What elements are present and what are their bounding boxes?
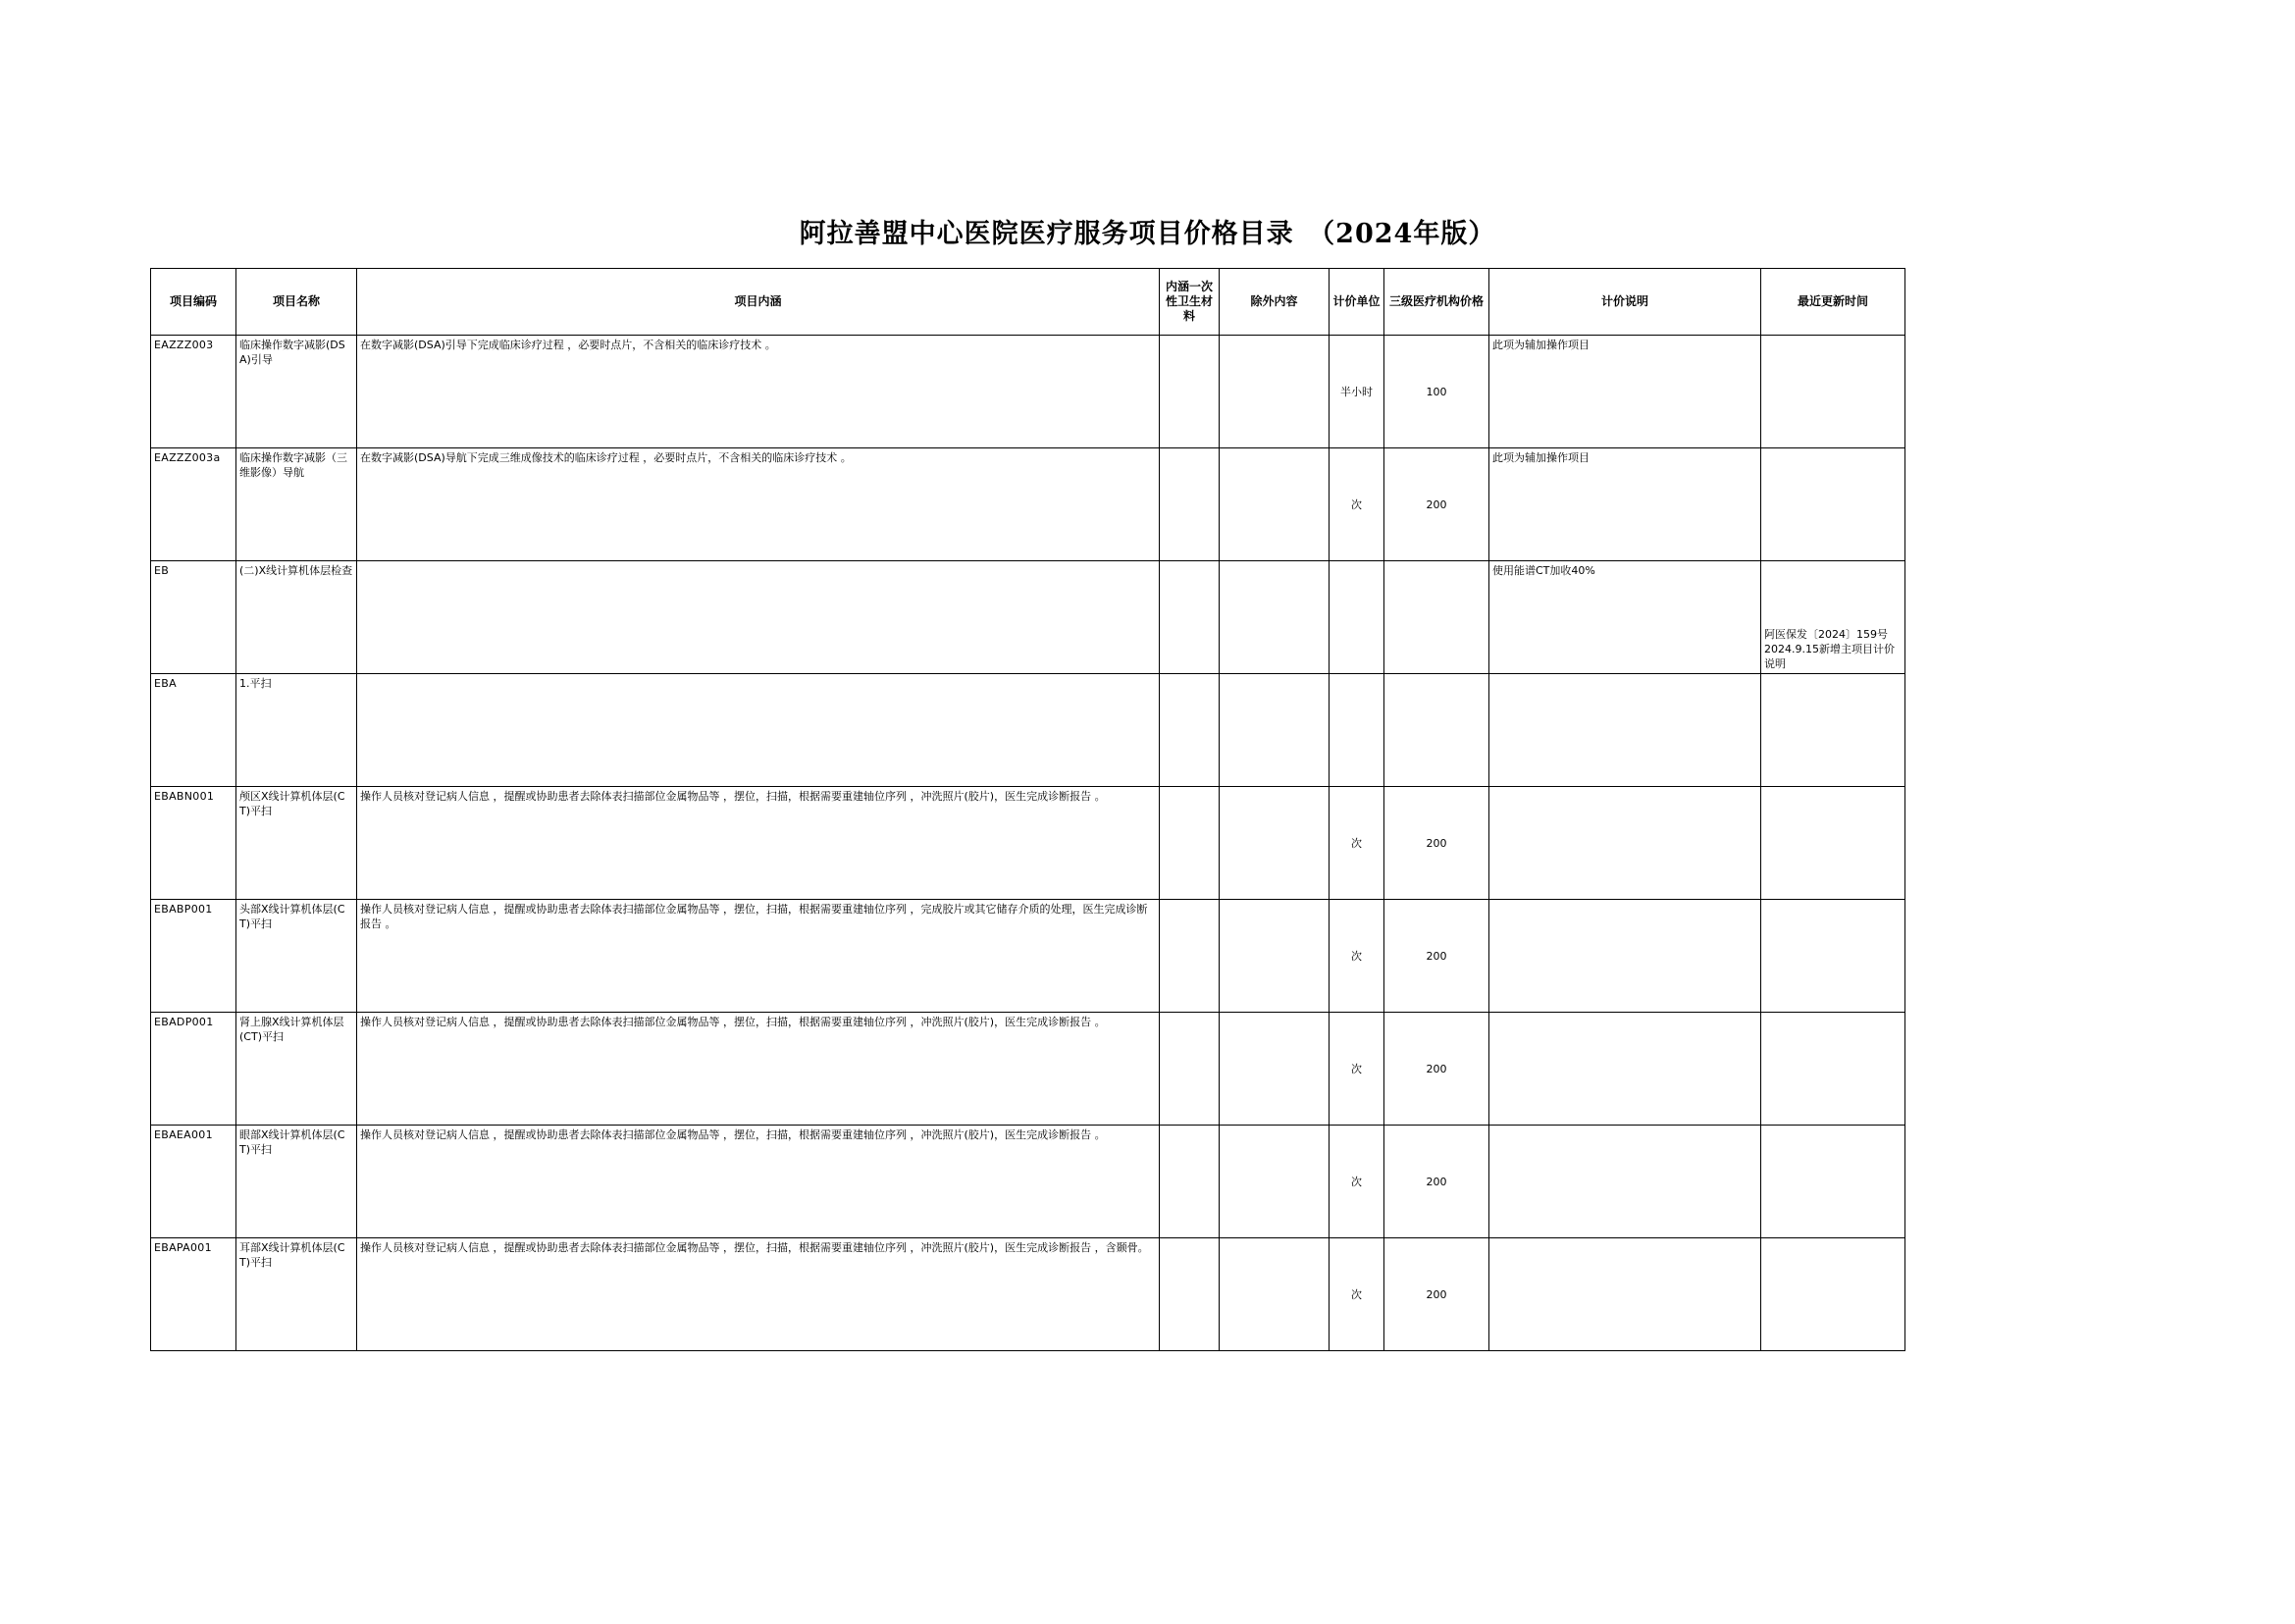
- cell-code: EBAEA001: [151, 1126, 236, 1238]
- cell-price: 200: [1384, 1013, 1489, 1126]
- cell-code: EBABP001: [151, 900, 236, 1013]
- cell-materials: [1160, 1238, 1220, 1351]
- cell-code: EBA: [151, 674, 236, 787]
- cell-updated: [1761, 336, 1905, 448]
- cell-name: 颅区X线计算机体层(CT)平扫: [236, 787, 357, 900]
- cell-name: 耳部X线计算机体层(CT)平扫: [236, 1238, 357, 1351]
- cell-materials: [1160, 787, 1220, 900]
- table-row: [151, 561, 1905, 674]
- table-row: [151, 787, 1905, 900]
- cell-code: EAZZZ003: [151, 336, 236, 448]
- cell-updated: [1761, 787, 1905, 900]
- table-row: [151, 674, 1905, 787]
- cell-price: 200: [1384, 1238, 1489, 1351]
- cell-content: 操作人员核对登记病人信息 ，提醒或协助患者去除体表扫描部位金属物品等 ，摆位，扫描，根据需要重建轴位序列 ，冲洗照片(胶片)，医生完成诊断报告 。: [357, 787, 1160, 900]
- cell-content: 操作人员核对登记病人信息 ，提醒或协助患者去除体表扫描部位金属物品等 ，摆位，扫描，根据需要重建轴位序列 ，完成胶片或其它储存介质的处理，医生完成诊断报告 。: [357, 900, 1160, 1013]
- cell-name: (二)X线计算机体层检查: [236, 561, 357, 674]
- cell-unit: 次: [1330, 1013, 1384, 1126]
- cell-updated: [1761, 900, 1905, 1013]
- cell-price: 200: [1384, 1126, 1489, 1238]
- cell-exclusions: [1220, 1238, 1330, 1351]
- cell-materials: [1160, 674, 1220, 787]
- cell-content: 在数字减影(DSA)引导下完成临床诊疗过程 ，必要时点片，不含相关的临床诊疗技术 。: [357, 336, 1160, 448]
- header-materials: 内涵一次性卫生材料: [1160, 269, 1220, 336]
- table-row: [151, 448, 1905, 561]
- cell-price: 200: [1384, 448, 1489, 561]
- cell-content: 在数字减影(DSA)导航下完成三维成像技术的临床诊疗过程 ，必要时点片，不含相关的临床诊疗技术 。: [357, 448, 1160, 561]
- cell-exclusions: [1220, 336, 1330, 448]
- cell-content: 操作人员核对登记病人信息 ，提醒或协助患者去除体表扫描部位金属物品等 ，摆位，扫描，根据需要重建轴位序列 ，冲洗照片(胶片)，医生完成诊断报告 。: [357, 1126, 1160, 1238]
- cell-name: 头部X线计算机体层(CT)平扫: [236, 900, 357, 1013]
- table-row: [151, 1126, 1905, 1238]
- cell-updated: [1761, 674, 1905, 787]
- cell-materials: [1160, 1126, 1220, 1238]
- cell-unit: 半小时: [1330, 336, 1384, 448]
- cell-notes: [1489, 674, 1761, 787]
- cell-updated: [1761, 448, 1905, 561]
- price-catalog-table: [150, 268, 1905, 1351]
- cell-unit: [1330, 674, 1384, 787]
- cell-code: EB: [151, 561, 236, 674]
- cell-unit: [1330, 561, 1384, 674]
- cell-price: 200: [1384, 787, 1489, 900]
- cell-unit: 次: [1330, 900, 1384, 1013]
- cell-notes: 此项为辅加操作项目: [1489, 448, 1761, 561]
- header-notes: 计价说明: [1489, 269, 1761, 336]
- table-row: [151, 900, 1905, 1013]
- cell-price: [1384, 561, 1489, 674]
- table-header-row: [151, 269, 1905, 336]
- cell-notes: [1489, 787, 1761, 900]
- cell-updated: [1761, 1238, 1905, 1351]
- cell-unit: 次: [1330, 787, 1384, 900]
- header-name: 项目名称: [236, 269, 357, 336]
- cell-updated: [1761, 1126, 1905, 1238]
- cell-exclusions: [1220, 787, 1330, 900]
- cell-notes: 使用能谱CT加收40%: [1489, 561, 1761, 674]
- cell-code: EBAPA001: [151, 1238, 236, 1351]
- cell-notes: 此项为辅加操作项目: [1489, 336, 1761, 448]
- header-exclusions: 除外内容: [1220, 269, 1330, 336]
- cell-exclusions: [1220, 674, 1330, 787]
- cell-unit: 次: [1330, 1238, 1384, 1351]
- cell-exclusions: [1220, 448, 1330, 561]
- header-price: 三级医疗机构价格: [1384, 269, 1489, 336]
- cell-content: [357, 674, 1160, 787]
- cell-code: EBADP001: [151, 1013, 236, 1126]
- cell-content: [357, 561, 1160, 674]
- cell-updated: [1761, 1013, 1905, 1126]
- cell-name: 1.平扫: [236, 674, 357, 787]
- cell-materials: [1160, 336, 1220, 448]
- page-title: 阿拉善盟中心医院医疗服务项目价格目录 （2024年版）: [799, 219, 1496, 249]
- cell-updated: 阿医保发〔2024〕159号 2024.9.15新增主项目计价说明: [1761, 561, 1905, 674]
- cell-price: [1384, 674, 1489, 787]
- cell-unit: 次: [1330, 1126, 1384, 1238]
- cell-materials: [1160, 448, 1220, 561]
- cell-materials: [1160, 1013, 1220, 1126]
- cell-price: 100: [1384, 336, 1489, 448]
- cell-code: EAZZZ003a: [151, 448, 236, 561]
- table-row: [151, 336, 1905, 448]
- cell-exclusions: [1220, 1126, 1330, 1238]
- header-content: 项目内涵: [357, 269, 1160, 336]
- header-unit: 计价单位: [1330, 269, 1384, 336]
- cell-price: 200: [1384, 900, 1489, 1013]
- cell-notes: [1489, 1238, 1761, 1351]
- cell-notes: [1489, 1126, 1761, 1238]
- header-code: 项目编码: [151, 269, 236, 336]
- cell-name: 临床操作数字减影(DSA)引导: [236, 336, 357, 448]
- cell-materials: [1160, 900, 1220, 1013]
- cell-materials: [1160, 561, 1220, 674]
- header-updated: 最近更新时间: [1761, 269, 1905, 336]
- cell-code: EBABN001: [151, 787, 236, 900]
- cell-notes: [1489, 1013, 1761, 1126]
- cell-exclusions: [1220, 561, 1330, 674]
- cell-name: 眼部X线计算机体层(CT)平扫: [236, 1126, 357, 1238]
- cell-exclusions: [1220, 1013, 1330, 1126]
- cell-name: 临床操作数字减影（三维影像）导航: [236, 448, 357, 561]
- cell-unit: 次: [1330, 448, 1384, 561]
- table-row: [151, 1013, 1905, 1126]
- cell-name: 肾上腺X线计算机体层(CT)平扫: [236, 1013, 357, 1126]
- cell-exclusions: [1220, 900, 1330, 1013]
- table-row: [151, 1238, 1905, 1351]
- cell-content: 操作人员核对登记病人信息 ，提醒或协助患者去除体表扫描部位金属物品等 ，摆位，扫描，根据需要重建轴位序列 ，冲洗照片(胶片)，医生完成诊断报告 。: [357, 1013, 1160, 1126]
- table-body: [151, 336, 1905, 1351]
- cell-notes: [1489, 900, 1761, 1013]
- cell-content: 操作人员核对登记病人信息 ，提醒或协助患者去除体表扫描部位金属物品等 ，摆位，扫描，根据需要重建轴位序列 ，冲洗照片(胶片)，医生完成诊断报告 ，含颞骨。: [357, 1238, 1160, 1351]
